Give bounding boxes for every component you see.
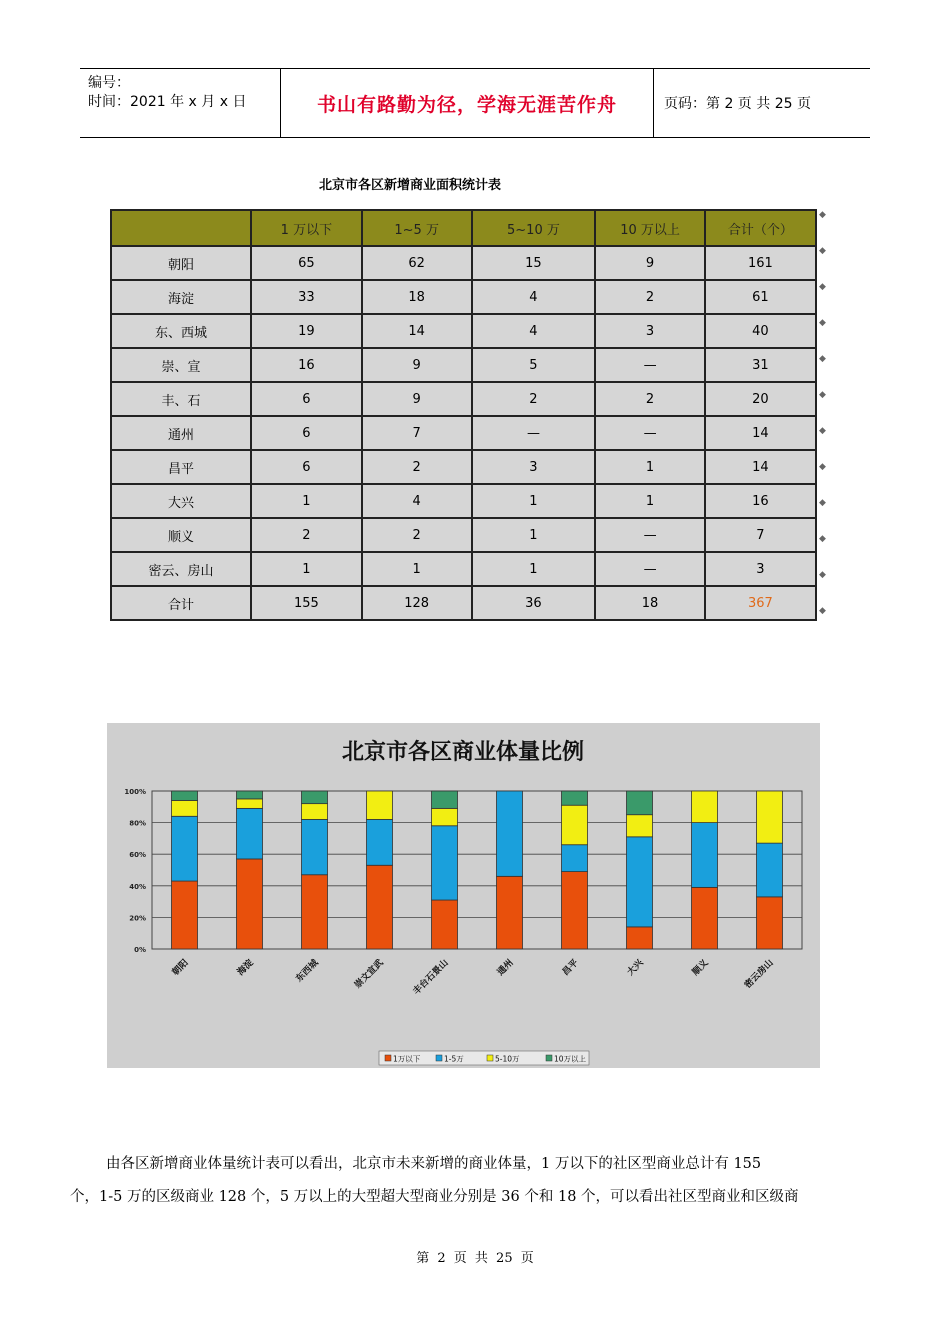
table-cell: 9 [362, 382, 472, 416]
bar-segment [692, 887, 718, 949]
x-tick-label: 东西城 [294, 958, 321, 985]
table-cell: — [595, 552, 705, 586]
header-info-cell [80, 69, 281, 137]
row-marker: ◆ [819, 246, 826, 256]
bar-segment [692, 791, 718, 823]
legend-label: 1-5万 [444, 1054, 464, 1064]
bar-segment [172, 816, 198, 881]
table-row [111, 484, 816, 518]
bar-segment [562, 872, 588, 949]
row-marker: ◆ [819, 570, 826, 580]
x-tick-label: 朝阳 [170, 958, 191, 978]
bar-segment [367, 791, 393, 819]
table-row [111, 348, 816, 382]
x-tick-label: 大兴 [625, 958, 646, 978]
x-tick-label: 密云房山 [743, 958, 776, 991]
legend-label: 10万以上 [554, 1054, 587, 1064]
x-tick-label: 顺义 [690, 958, 711, 978]
bar-segment [497, 791, 523, 876]
row-marker: ◆ [819, 354, 826, 364]
table-cell: 9 [362, 348, 472, 382]
header-page-label: 页码：第 2 页 共 25 页 [664, 96, 811, 112]
table-row [111, 382, 816, 416]
row-marker: ◆ [819, 498, 826, 508]
bar-segment [562, 845, 588, 872]
x-tick-label: 通州 [495, 958, 516, 978]
bar-segment [757, 843, 783, 897]
chart-title: 北京市各区商业体量比例 [341, 740, 585, 765]
column-header: 5~10 万 [472, 210, 596, 246]
table-cell: 18 [362, 280, 472, 314]
bar-segment [432, 900, 458, 949]
table-cell: 367 [705, 586, 816, 620]
table-cell: 3 [472, 450, 596, 484]
row-label: 丰、石 [111, 382, 251, 416]
table-cell: 16 [705, 484, 816, 518]
table-cell: 155 [251, 586, 362, 620]
table-cell: 33 [251, 280, 362, 314]
table-cell: 128 [362, 586, 472, 620]
table-cell: 6 [251, 382, 362, 416]
column-header [111, 210, 251, 246]
table-cell: 14 [705, 450, 816, 484]
table-cell: 2 [251, 518, 362, 552]
row-label: 顺义 [111, 518, 251, 552]
bar-segment [237, 799, 263, 808]
table-cell: 1 [595, 450, 705, 484]
table-cell: 18 [595, 586, 705, 620]
bar-segment [367, 865, 393, 949]
table-cell: 6 [251, 450, 362, 484]
bar-segment [237, 791, 263, 799]
y-tick-label: 40% [129, 882, 146, 891]
row-marker: ◆ [819, 534, 826, 544]
table-cell: 161 [705, 246, 816, 280]
y-tick-label: 80% [129, 819, 146, 828]
table-row [111, 586, 816, 620]
table-cell: 1 [472, 552, 596, 586]
table-cell: 7 [705, 518, 816, 552]
table-cell: 61 [705, 280, 816, 314]
table-cell: 14 [362, 314, 472, 348]
y-tick-label: 60% [129, 851, 146, 860]
legend-swatch [436, 1055, 442, 1061]
page-footer: 第 2 页 共 25 页 [416, 1251, 534, 1266]
row-markers [819, 210, 829, 642]
x-tick-label: 海淀 [235, 958, 256, 978]
header-motto: 书山有路勤为径，学海无涯苦作舟 [281, 69, 654, 137]
table-cell: 1 [595, 484, 705, 518]
time-label: 时间：2021 年 x 月 x 日 [88, 94, 247, 110]
bar-segment [627, 837, 653, 927]
bar-segment [692, 823, 718, 888]
table-cell: 9 [595, 246, 705, 280]
bar-segment [432, 826, 458, 900]
table-cell: 5 [472, 348, 596, 382]
column-header: 10 万以上 [595, 210, 705, 246]
table-cell: 65 [251, 246, 362, 280]
row-marker: ◆ [819, 210, 826, 220]
row-label: 海淀 [111, 280, 251, 314]
table-cell: 3 [705, 552, 816, 586]
table-cell: 36 [472, 586, 596, 620]
table-title: 北京市各区新增商业面积统计表 [318, 178, 501, 193]
table-cell: 31 [705, 348, 816, 382]
bar-segment [432, 791, 458, 808]
paragraph-line-1: 由各区新增商业体量统计表可以看出，北京市未来新增的商业体量，1 万以下的社区型商业总计有 155 [106, 1156, 762, 1172]
row-marker: ◆ [819, 390, 826, 400]
bar-segment [237, 808, 263, 859]
stacked-bar-chart [107, 723, 820, 1068]
column-header: 合计（个） [705, 210, 816, 246]
y-tick-label: 0% [134, 946, 146, 954]
bar-segment [302, 791, 328, 804]
row-marker: ◆ [819, 282, 826, 292]
bar-segment [497, 876, 523, 949]
table-cell: 7 [362, 416, 472, 450]
bar-segment [432, 808, 458, 825]
table-row [111, 416, 816, 450]
table-row [111, 552, 816, 586]
bar-segment [757, 897, 783, 949]
table-cell: 1 [251, 552, 362, 586]
row-marker: ◆ [819, 426, 826, 436]
table-cell: 4 [362, 484, 472, 518]
bar-segment [302, 804, 328, 820]
row-label: 合计 [111, 586, 251, 620]
bar-segment [172, 881, 198, 949]
row-marker: ◆ [819, 462, 826, 472]
table-cell: — [595, 416, 705, 450]
x-tick-label: 丰台石景山 [411, 958, 451, 997]
column-header: 1 万以下 [251, 210, 362, 246]
bar-segment [237, 859, 263, 949]
bar-segment [562, 805, 588, 845]
bar-segment [562, 791, 588, 805]
table-header-row [111, 210, 816, 246]
table-cell: 1 [251, 484, 362, 518]
table-cell: 1 [472, 484, 596, 518]
bar-segment [172, 791, 198, 800]
legend-label: 1万以下 [393, 1054, 421, 1064]
table-cell: 3 [595, 314, 705, 348]
row-label: 东、西城 [111, 314, 251, 348]
x-tick-label: 昌平 [560, 958, 581, 978]
table-cell: 2 [362, 450, 472, 484]
row-marker: ◆ [819, 318, 826, 328]
bar-segment [627, 927, 653, 949]
table-row [111, 314, 816, 348]
bar-segment [627, 791, 653, 815]
table-cell: 6 [251, 416, 362, 450]
bar-segment [367, 819, 393, 865]
chart-svg [107, 723, 820, 1068]
table-cell: 14 [705, 416, 816, 450]
row-label: 大兴 [111, 484, 251, 518]
bar-segment [627, 815, 653, 837]
table-cell: — [595, 348, 705, 382]
page-header [80, 68, 870, 138]
y-tick-label: 20% [129, 914, 146, 923]
table-cell: 2 [472, 382, 596, 416]
statistics-table [110, 209, 817, 621]
table-cell: 2 [595, 382, 705, 416]
table-row [111, 246, 816, 280]
row-label: 密云、房山 [111, 552, 251, 586]
legend-label: 5-10万 [495, 1054, 520, 1064]
table-cell: 2 [362, 518, 472, 552]
bar-segment [302, 875, 328, 949]
y-tick-label: 100% [124, 788, 146, 796]
table-cell: 15 [472, 246, 596, 280]
x-tick-label: 崇文宣武 [353, 958, 386, 991]
table-row [111, 450, 816, 484]
table-cell: 40 [705, 314, 816, 348]
paragraph-line-2: 个，1-5 万的区级商业 128 个，5 万以上的大型超大型商业分别是 36 个和 18 个，可以看出社区型商业和区级商 [70, 1189, 799, 1205]
row-label: 朝阳 [111, 246, 251, 280]
table-cell: 16 [251, 348, 362, 382]
table-cell: 62 [362, 246, 472, 280]
row-label: 通州 [111, 416, 251, 450]
number-label: 编号： [88, 75, 130, 91]
table-cell: — [472, 416, 596, 450]
bar-segment [757, 791, 783, 843]
table-cell: — [595, 518, 705, 552]
table-row [111, 280, 816, 314]
row-label: 昌平 [111, 450, 251, 484]
legend-swatch [385, 1055, 391, 1061]
table-cell: 20 [705, 382, 816, 416]
legend-swatch [546, 1055, 552, 1061]
row-label: 崇、宣 [111, 348, 251, 382]
legend-swatch [487, 1055, 493, 1061]
table-cell: 4 [472, 314, 596, 348]
row-marker: ◆ [819, 606, 826, 616]
table-cell: 4 [472, 280, 596, 314]
bar-segment [302, 819, 328, 874]
column-header: 1~5 万 [362, 210, 472, 246]
table-cell: 1 [472, 518, 596, 552]
table-cell: 1 [362, 552, 472, 586]
table-cell: 2 [595, 280, 705, 314]
table-cell: 19 [251, 314, 362, 348]
table-row [111, 518, 816, 552]
bar-segment [172, 800, 198, 816]
